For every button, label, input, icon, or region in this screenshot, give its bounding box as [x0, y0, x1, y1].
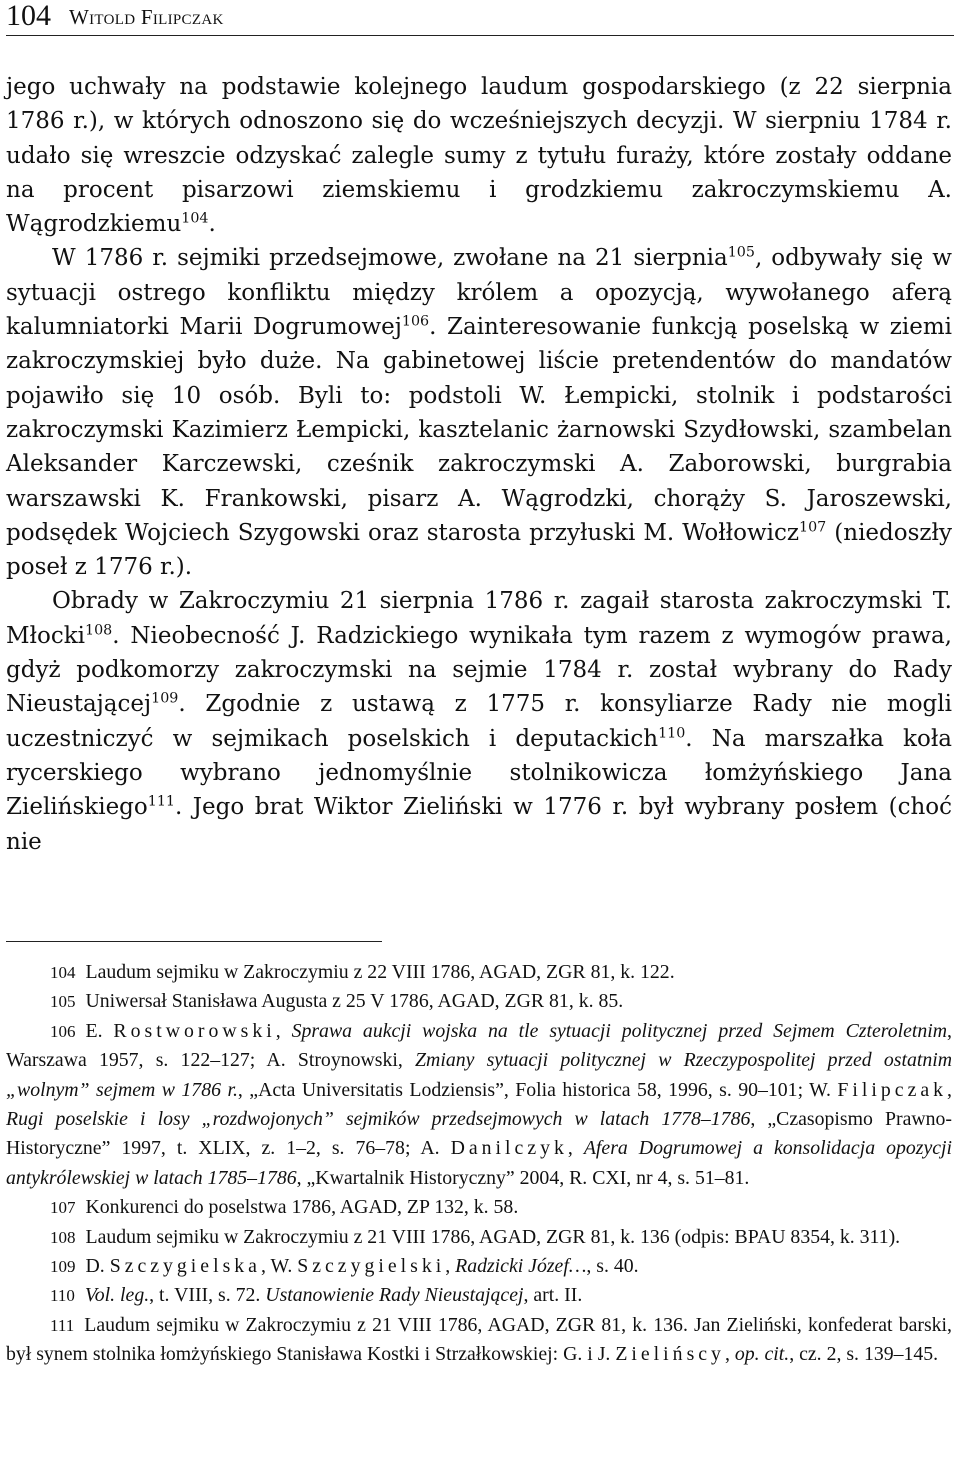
footnote-110: 110 Vol. leg., t. VIII, s. 72. Ustanowienie Rady Nieustającej, art. II.: [50, 1284, 583, 1307]
paragraph-3: Obrady w Zakroczymiu 21 sierpnia 1786 r. zagaił starosta zakroczymski T. Młocki$^{108}$. Nieobecność J. Radzickiego wynikała tym razem z wymogów prawa, gdyż podkomorzy zakroczymski na sejmie 1784 r. został wybrany do Rady Nieustającej$^{109}$. Zgodnie z ustawą z 1775 r. konsyliarze Rady nie mogli uczestniczyć w sejmikach poselskich i deputackich$^{110}$. Na marszałka koła rycerskiego wybrano jednomyślnie stolnikowicza łomżyńskiego Jana Zielińskiego$^{111}$. Jego brat Wiktor Zieliński w 1776 r. był wybrany posłem (choć nie: [6, 588, 952, 855]
footnote-separator: [6, 941, 382, 942]
footnotes: [6, 958, 952, 1370]
footnote-107: 107 Konkurenci do poselstwa 1786, AGAD, ZP 132, k. 58.: [50, 1196, 519, 1219]
paragraph-1: jego uchwały na podstawie kolejnego laudum gospodarskiego (z 22 sierpnia 1786 r.), w których odnoszono się do wcześniejszych decyzji. W sierpniu 1784 r. udało się wreszcie odzyskać zalegle sumy z tytułu furaży, które zostały oddane na procent pisarzowi ziemskiemu i grodzkiemu zakroczymskiemu A. Wągrodzkiemu$^{104}$.: [6, 74, 952, 238]
footnote-108: 108 Laudum sejmiku w Zakroczymiu z 21 VIII 1786, AGAD, ZGR 81, k. 136 (odpis: BPAU 8354, k. 311).: [50, 1225, 901, 1248]
footnote-106: 106 E. Rostworowski, Sprawa aukcji wojska na tle sytuacji politycznej przed Sejmem Czteroletnim, Warszawa 1957, s. 122–127; A. Stroynowski, Zmiany sytuacji politycznej w Rzeczypospolitej przed ostatnim „wolnym” sejmem w 1786 r., „Acta Universitatis Lodziensis”, Folia historica 58, 1996, s. 90–101; W. Filipczak, Rugi poselskie i losy „rozdwojonych” sejmików przedsejmowych w latach 1778–1786, „Czasopismo Prawno-Historyczne” 1997, t. XLIX, z. 1–2, s. 76–78; A. Danilczyk, Afera Dogrumowej a konsolidacja opozycji antykrólewskiej w latach 1785–1786, „Kwartalnik Historyczny” 2004, R. CXI, nr 4, s. 51–81.: [6, 1019, 953, 1189]
footnote-ref-110[interactable]: 110: [658, 724, 686, 741]
footnote-ref-107[interactable]: 107: [799, 519, 827, 536]
footnote-111: 111 Laudum sejmiku w Zakroczymiu z 21 VIII 1786, AGAD, ZGR 81, k. 136. Jan Zieliński, konfederat barski, był synem stolnika łomżyńskiego Stanisława Kostki i Strzałkowskiej: G. i J. Zielińscy, op. cit., cz. 2, s. 139–145.: [6, 1313, 952, 1366]
main-text: [6, 70, 952, 859]
footnote-104: 104 Laudum sejmiku w Zakroczymiu z 22 VIII 1786, AGAD, ZGR 81, k. 122.: [50, 961, 675, 983]
footnote-ref-109[interactable]: 109: [151, 690, 179, 707]
footnote-109: 109 D. Szczygielska, W. Szczygielski, Radzicki Józef…, s. 40.: [50, 1255, 639, 1278]
page-number: 104: [6, 0, 51, 32]
footnote-ref-111[interactable]: 111: [147, 793, 175, 810]
paragraph-2: W 1786 r. sejmiki przedsejmowe, zwołane na 21 sierpnia$^{105}$, odbywały się w sytuacji ostrego konfliktu między królem a opozycją, wywołanego aferą kalumniatorki Marii Dogrumowej$^{106}$. Zainteresowanie funkcją poselską w ziemi zakroczymskiej było duże. Na gabinetowej liście pretendentów do mandatów pojawiło się 10 osób. Byli to: podstoli W. Łempicki, stolnik i podstarości zakroczymski Kazimierz Łempicki, kasztelanic żarnowski Szydłowski, szambelan Aleksander Karczewski, cześnik zakroczymski A. Zaborowski, burgrabia warszawski K. Frankowski, pisarz A. Wągrodzki, chorąży S. Jaroszewski, podsędek Wojciech Szygowski oraz starosta przyłuski M. Wołłowicz$^{107}$ (niedoszły poseł z 1776 r.).: [6, 244, 952, 581]
running-head-author: Witold Filipczak: [69, 4, 224, 29]
footnote-105: 105 Uniwersał Stanisława Augusta z 25 V 1786, AGAD, ZGR 81, k. 85.: [50, 990, 624, 1013]
footnote-ref-104[interactable]: 104: [181, 210, 209, 227]
footnote-ref-108[interactable]: 108: [85, 622, 113, 639]
footnote-ref-106[interactable]: 106: [401, 313, 430, 330]
footnote-ref-105[interactable]: 105: [727, 244, 755, 261]
running-header: [6, 0, 954, 36]
